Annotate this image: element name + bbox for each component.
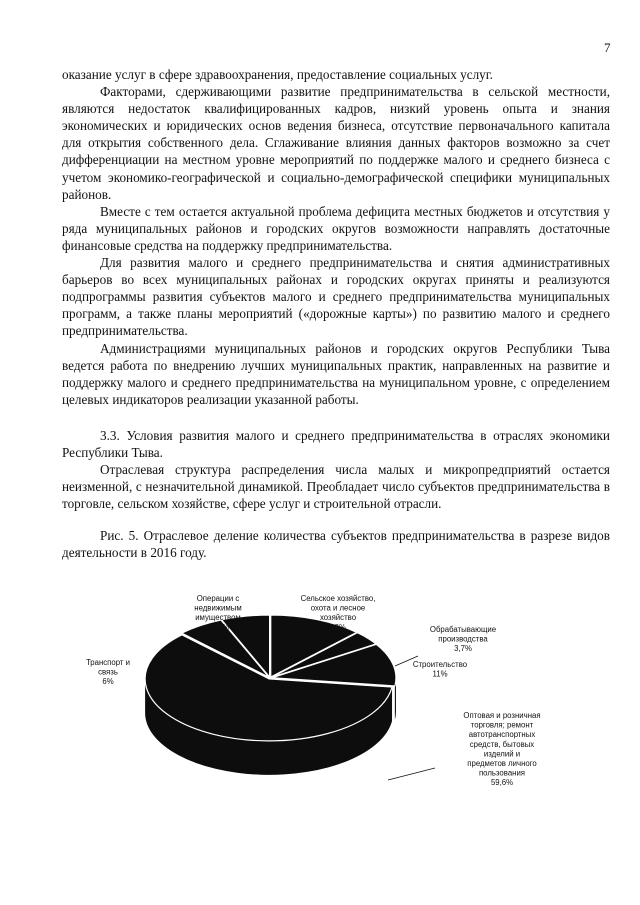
pie-slice-value: 6% <box>102 677 114 687</box>
pie-slice-label-line: связь <box>98 667 118 677</box>
pie-slice-label-line: средств, бытовых <box>469 739 535 749</box>
pie-slice-value: 11% <box>432 669 448 679</box>
section-heading: 3.3. Условия развития малого и среднего предпринимательства в отраслях экономики Республики Тыва. <box>62 427 610 460</box>
paragraph: Факторами, сдерживающими развитие предпринимательства в сельской местности, являются недостаток квалифицированных кадров, низкий уровень опыта и знания экономических и юридических основ ведения бизнеса, отсутствие первоначального капитала для открытия собственного дела. Сглаживание влияния данных факторов возможно за счет дифференциации на местном уровне мероприятий по поддержке малого и среднего бизнеса с учетом экономико-географической и социально-демографической специфики муниципальных районов. <box>62 84 610 202</box>
pie-slice-label-line: хозяйство <box>319 613 357 623</box>
pie-slice-label-line: Оптовая и розничная <box>463 711 541 720</box>
pie-slice-value: 6,23% <box>206 622 230 632</box>
pie-slice-label-line: автотранспортных <box>468 730 536 740</box>
paragraph: Для развития малого и среднего предпринимательства и снятия административных барьеров во всех муниципальных районах и городских округах приняты и реализуются подпрограммы развития субъектов малого и среднего предпринимательства муниципальных программ, а также планы мероприятий («дорожные карты») по развитию малого и среднего предпринимательства. <box>62 255 610 339</box>
paragraph: Администрациями муниципальных районов и городских округов Республики Тыва ведется работа по внедрению лучших муниципальных практик, направленных на развитие и поддержку малого и среднего предпринимательства на муниципальном уровне, с определением целевых индикаторов реализации указанной работы. <box>62 340 610 407</box>
pie-slice-label-line: Транспорт и <box>85 658 131 667</box>
pie-slice-label-line: охота и лесное <box>310 603 366 613</box>
pie-slice-label-line: Строительство <box>412 660 468 669</box>
figure-caption: Рис. 5. Отраслевое деление количества субъектов предпринимательства в разрезе видов деятельности в 2016 году. <box>62 528 610 561</box>
pie-slice-label <box>430 625 496 653</box>
body-text <box>62 66 610 562</box>
pie-slice-label-line: торговля; ремонт <box>470 720 534 730</box>
pie-slice-value: 59,6% <box>490 778 514 788</box>
pie-leader-line <box>388 768 435 780</box>
pie-slice-label-line: имуществом <box>195 613 241 623</box>
pie-slice-value: 3,7% <box>454 644 472 654</box>
pie-slice-label-line: производства <box>438 634 488 644</box>
pie-chart-svg <box>70 590 570 820</box>
pie-slice-label-line: изделий и <box>483 749 521 759</box>
paragraph: Вместе с тем остается актуальной проблема дефицита местных бюджетов и отсутствия у ряда муниципальных районов и городских округов возможности направлять достаточные финансовые средства на поддержку предпринимательства. <box>62 203 610 253</box>
paragraph: Отраслевая структура распределения числа малых и микропредприятий остается неизменной, с незначительной динамикой. Преобладает число субъектов предпринимательства в торговле, сельском хозяйстве, сфере услуг и строительной отрасли. <box>62 462 610 512</box>
paragraph: оказание услуг в сфере здравоохранения, предоставление социальных услуг. <box>62 67 493 82</box>
pie-slice-label-line: Сельское хозяйство, <box>300 594 376 603</box>
pie-slice-label-line: Обрабатывающие <box>429 625 497 634</box>
page-number: 7 <box>604 40 611 55</box>
pie-slice-label-line: Операции с <box>196 594 240 603</box>
pie-slice-label-line: предметов личного <box>467 759 537 768</box>
pie-slice-label <box>463 711 540 787</box>
pie-slice-label <box>413 660 468 679</box>
pie-slice-label-line: недвижимым <box>194 603 242 613</box>
pie-chart <box>70 590 570 820</box>
pie-slice-value: 12% <box>330 622 346 632</box>
pie-slice-label <box>86 658 130 686</box>
pie-slice-label-line: пользования <box>478 768 526 778</box>
